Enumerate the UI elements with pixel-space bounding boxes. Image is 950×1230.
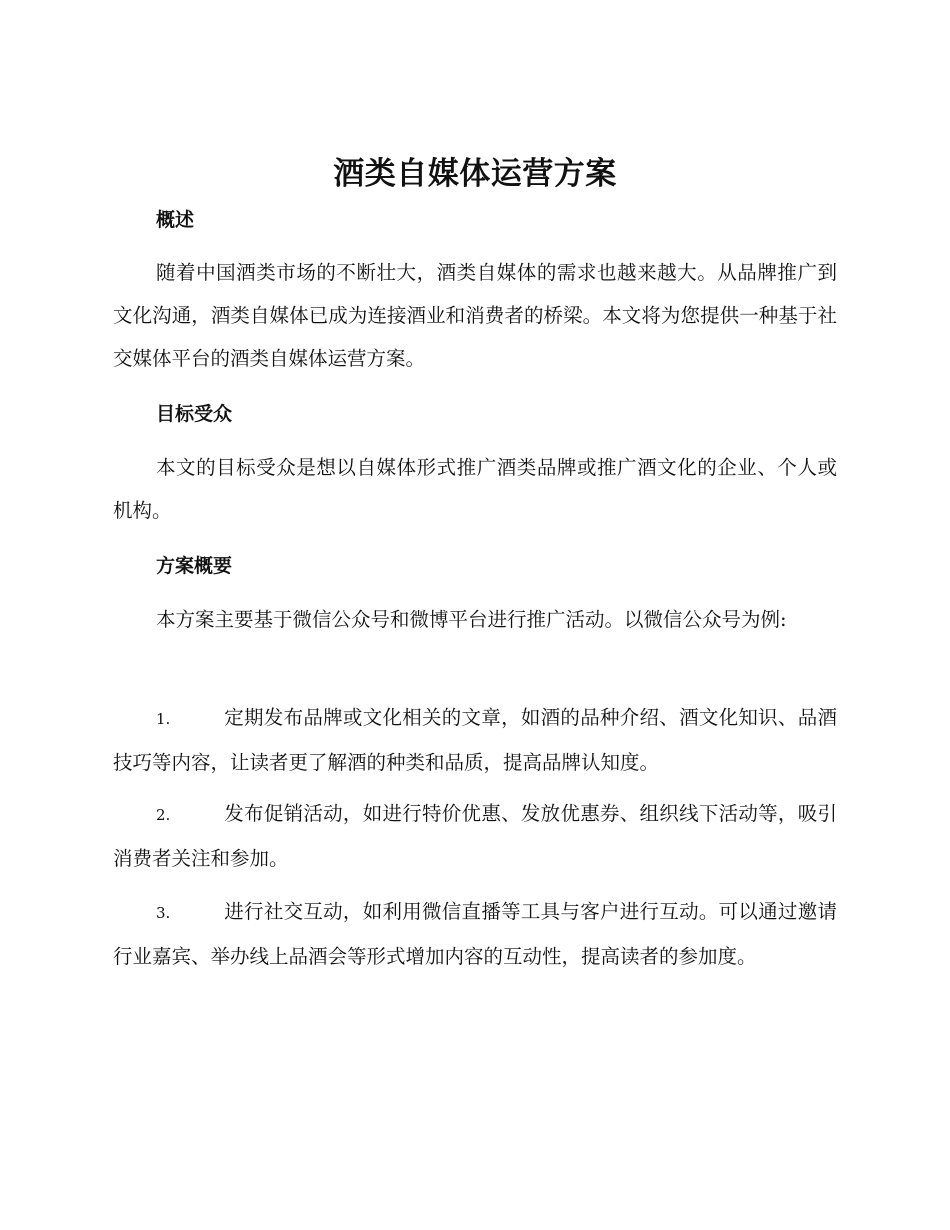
- section-heading-summary: 方案概要: [156, 555, 233, 577]
- section-heading-overview: 概述: [156, 209, 195, 231]
- list-number: 3.: [156, 904, 171, 922]
- list-text: 进行社交互动，如利用微信直播等工具与客户进行互动。可以通过邀请行业嘉宾、举办线上品酒会等形式增加内容的互动性，提高读者的参加度。: [113, 900, 837, 968]
- list-text: 定期发布品牌或文化相关的文章，如酒的品种介绍、酒文化知识、品酒技巧等内容，让读者更了解酒的种类和品质，提高品牌认知度。: [113, 706, 837, 774]
- list-number: 2.: [156, 806, 171, 824]
- list-item-3: [113, 890, 837, 978]
- section-paragraph-audience: 本文的目标受众是想以自媒体形式推广酒类品牌或推广酒文化的企业、个人或机构。: [113, 456, 837, 522]
- section-heading-audience: 目标受众: [156, 403, 233, 425]
- section-paragraph-summary: 本方案主要基于微信公众号和微博平台进行推广活动。以微信公众号为例:: [156, 608, 787, 631]
- list-item-2: [113, 792, 837, 880]
- list-number: 1.: [156, 710, 171, 728]
- list-item-1: [113, 696, 837, 784]
- document-title: 酒类自媒体运营方案: [333, 156, 617, 192]
- section-paragraph-overview: 随着中国酒类市场的不断壮大，酒类自媒体的需求也越来越大。从品牌推广到文化沟通，酒类自媒体已成为连接酒业和消费者的桥梁。本文将为您提供一种基于社交媒体平台的酒类自媒体运营方案。: [113, 261, 837, 370]
- list-text: 发布促销活动，如进行特价优惠、发放优惠券、组织线下活动等，吸引消费者关注和参加。: [113, 802, 837, 870]
